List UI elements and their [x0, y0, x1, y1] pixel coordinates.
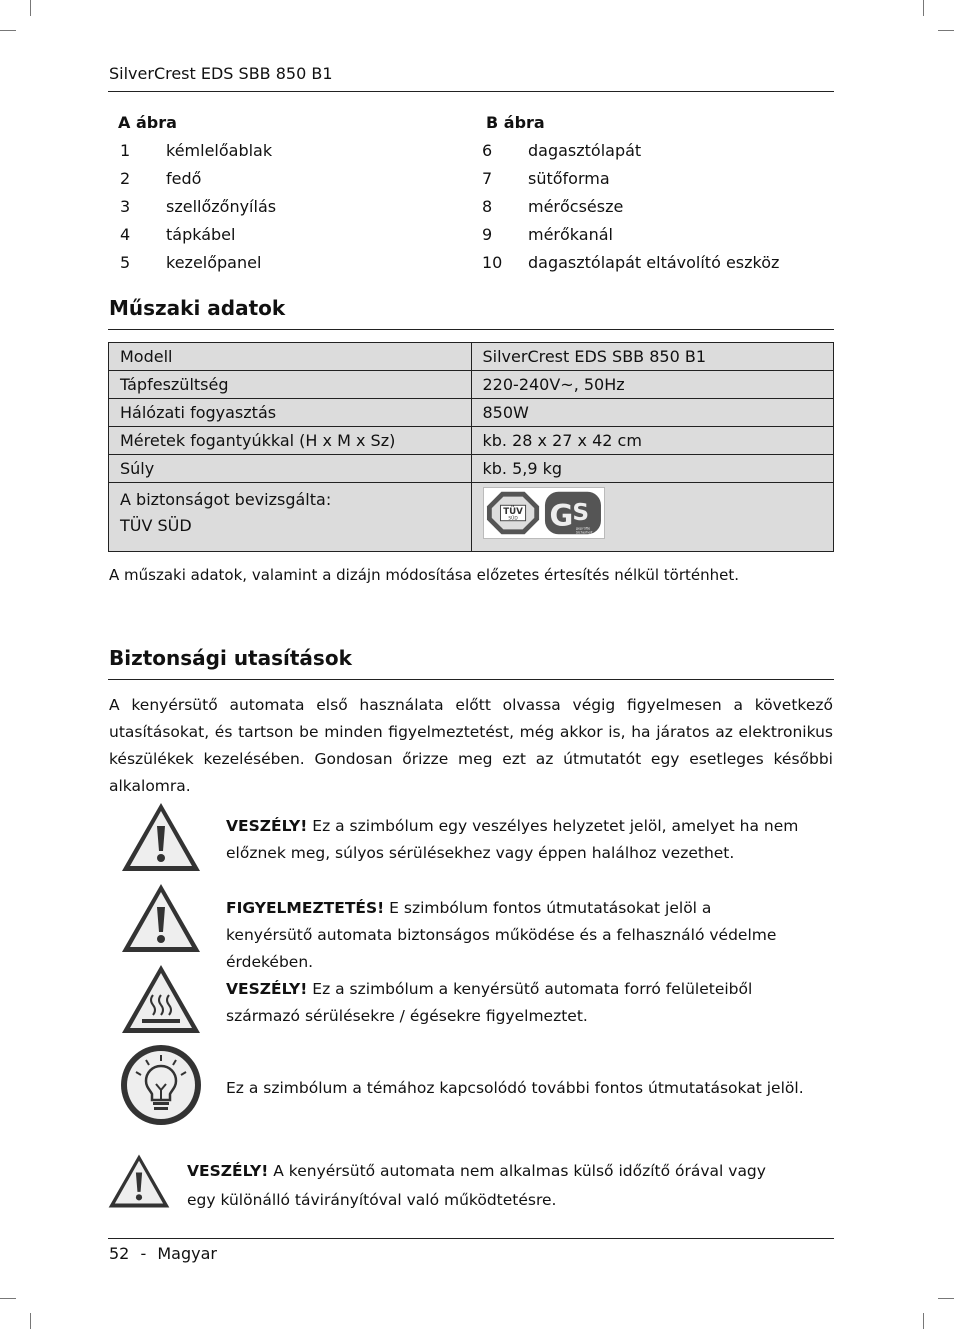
item-number: 8 — [482, 197, 493, 216]
warning-triangle-icon — [120, 801, 202, 873]
warning-body: E szimbólum fontos útmutatásokat jelöl a kenyérsütő automata biztonságos működése és a felhasználó védelme érdekében. — [226, 899, 777, 971]
specs-table — [108, 342, 834, 552]
warning-triangle-icon — [120, 882, 202, 954]
warning-triangle-icon — [107, 1153, 171, 1209]
footer-language: Magyar — [157, 1244, 217, 1263]
table-row — [109, 455, 834, 483]
certification-logos — [483, 487, 605, 539]
figure-b-title: B ábra — [486, 113, 545, 132]
specs-heading-rule — [108, 329, 834, 330]
spec-label: Hálózati fogyasztás — [109, 399, 472, 427]
tested-by-label: A biztonságot bevizsgálta: — [120, 490, 332, 509]
spec-value: kb. 28 x 27 x 42 cm — [471, 427, 834, 455]
crop-mark — [0, 30, 16, 31]
safety-heading-rule — [108, 679, 834, 680]
svg-text:geprüfte: geprüfte — [575, 526, 590, 531]
item-label: mérőkanál — [528, 225, 613, 244]
spec-label: Modell — [109, 343, 472, 371]
item-label: dagasztólapát eltávolító eszköz — [528, 253, 780, 272]
item-number: 1 — [120, 141, 131, 160]
item-label: fedő — [166, 169, 202, 188]
svg-text:S: S — [571, 498, 589, 526]
item-number: 9 — [482, 225, 493, 244]
tested-by-value: TÜV SÜD — [120, 516, 192, 535]
spec-label: Tápfeszültség — [109, 371, 472, 399]
footer-rule — [108, 1238, 834, 1239]
specs-note: A műszaki adatok, valamint a dizájn módosítása előzetes értesítés nélkül történhet. — [109, 566, 740, 584]
spec-value: SilverCrest EDS SBB 850 B1 — [471, 343, 834, 371]
crop-mark — [923, 0, 924, 16]
item-number: 6 — [482, 141, 493, 160]
crop-mark — [938, 1298, 954, 1299]
item-number: 3 — [120, 197, 131, 216]
warning-body: Ez a szimbólum egy veszélyes helyzetet jelöl, amelyet ha nem előznek meg, súlyos sérülésekhez vagy éppen halálhoz vezethet. — [226, 817, 799, 862]
item-label: dagasztólapát — [528, 141, 642, 160]
svg-text:TÜV: TÜV — [502, 506, 523, 517]
warning-label: VESZÉLY! — [187, 1162, 269, 1180]
crop-mark — [923, 1313, 924, 1329]
warning-text — [226, 1075, 826, 1102]
crop-mark — [30, 1313, 31, 1329]
crop-mark — [938, 30, 954, 31]
item-label: szellőzőnyílás — [166, 197, 277, 216]
warning-text — [226, 813, 834, 867]
page-number: 52 — [109, 1244, 130, 1263]
info-body: Ez a szimbólum a témához kapcsolódó további fontos útmutatásokat jelöl. — [226, 1079, 804, 1097]
spec-value: 220-240V~, 50Hz — [471, 371, 834, 399]
spec-value: 850W — [471, 399, 834, 427]
item-label: kémlelőablak — [166, 141, 273, 160]
safety-intro: A kenyérsütő automata első használata előtt olvassa végig figyelmesen a következő utasításokat, és tartson be minden figyelmeztetést, még akkor is, ha járatos az elektronikus készülékek kezelésében. Gondosan őrizze meg ezt az útmutatót egy esetleges későbbi alkalomra. — [109, 696, 833, 795]
item-label: kezelőpanel — [166, 253, 262, 272]
crop-mark — [0, 1298, 16, 1299]
warning-text — [226, 895, 796, 976]
spec-value: kb. 5,9 kg — [471, 455, 834, 483]
warning-label: VESZÉLY! — [226, 817, 308, 835]
table-row — [109, 483, 834, 552]
tuv-logo-icon — [486, 490, 540, 536]
item-label: tápkábel — [166, 225, 236, 244]
warning-body: A kenyérsütő automata nem alkalmas külső időzítő órával vagy egy különálló távirányítóval való működtetésre. — [187, 1162, 766, 1209]
warning-text — [226, 976, 826, 1030]
spec-value — [471, 483, 834, 552]
item-number: 5 — [120, 253, 131, 272]
page-header: SilverCrest EDS SBB 850 B1 — [109, 64, 333, 83]
spec-label — [109, 483, 472, 552]
gs-logo-icon — [544, 490, 602, 536]
item-number: 7 — [482, 169, 493, 188]
svg-text:SÜD: SÜD — [507, 516, 518, 522]
warning-label: VESZÉLY! — [226, 980, 308, 998]
svg-text:Sicherheit: Sicherheit — [575, 530, 593, 535]
item-label: mérőcsésze — [528, 197, 624, 216]
item-number: 10 — [482, 253, 503, 272]
item-number: 2 — [120, 169, 131, 188]
header-rule — [108, 91, 834, 92]
footer-separator: - — [140, 1244, 147, 1263]
warning-label: FIGYELMEZTETÉS! — [226, 899, 385, 917]
specs-heading: Műszaki adatok — [109, 296, 286, 320]
table-row — [109, 371, 834, 399]
table-row — [109, 343, 834, 371]
page-footer — [109, 1244, 217, 1263]
warning-text — [187, 1157, 797, 1215]
spec-label: Méretek fogantyúkkal (H x M x Sz) — [109, 427, 472, 455]
hot-surface-icon — [120, 963, 202, 1035]
item-label: sütőforma — [528, 169, 610, 188]
safety-heading: Biztonsági utasítások — [109, 646, 352, 670]
warning-body: Ez a szimbólum a kenyérsütő automata forró felületeiből származó sérülésekre / égésekre figyelmeztet. — [226, 980, 753, 1025]
crop-mark — [30, 0, 31, 16]
figure-a-title: A ábra — [118, 113, 177, 132]
table-row — [109, 427, 834, 455]
lightbulb-icon — [120, 1044, 202, 1126]
item-number: 4 — [120, 225, 131, 244]
table-row — [109, 399, 834, 427]
svg-text:G: G — [549, 498, 573, 533]
spec-label: Súly — [109, 455, 472, 483]
